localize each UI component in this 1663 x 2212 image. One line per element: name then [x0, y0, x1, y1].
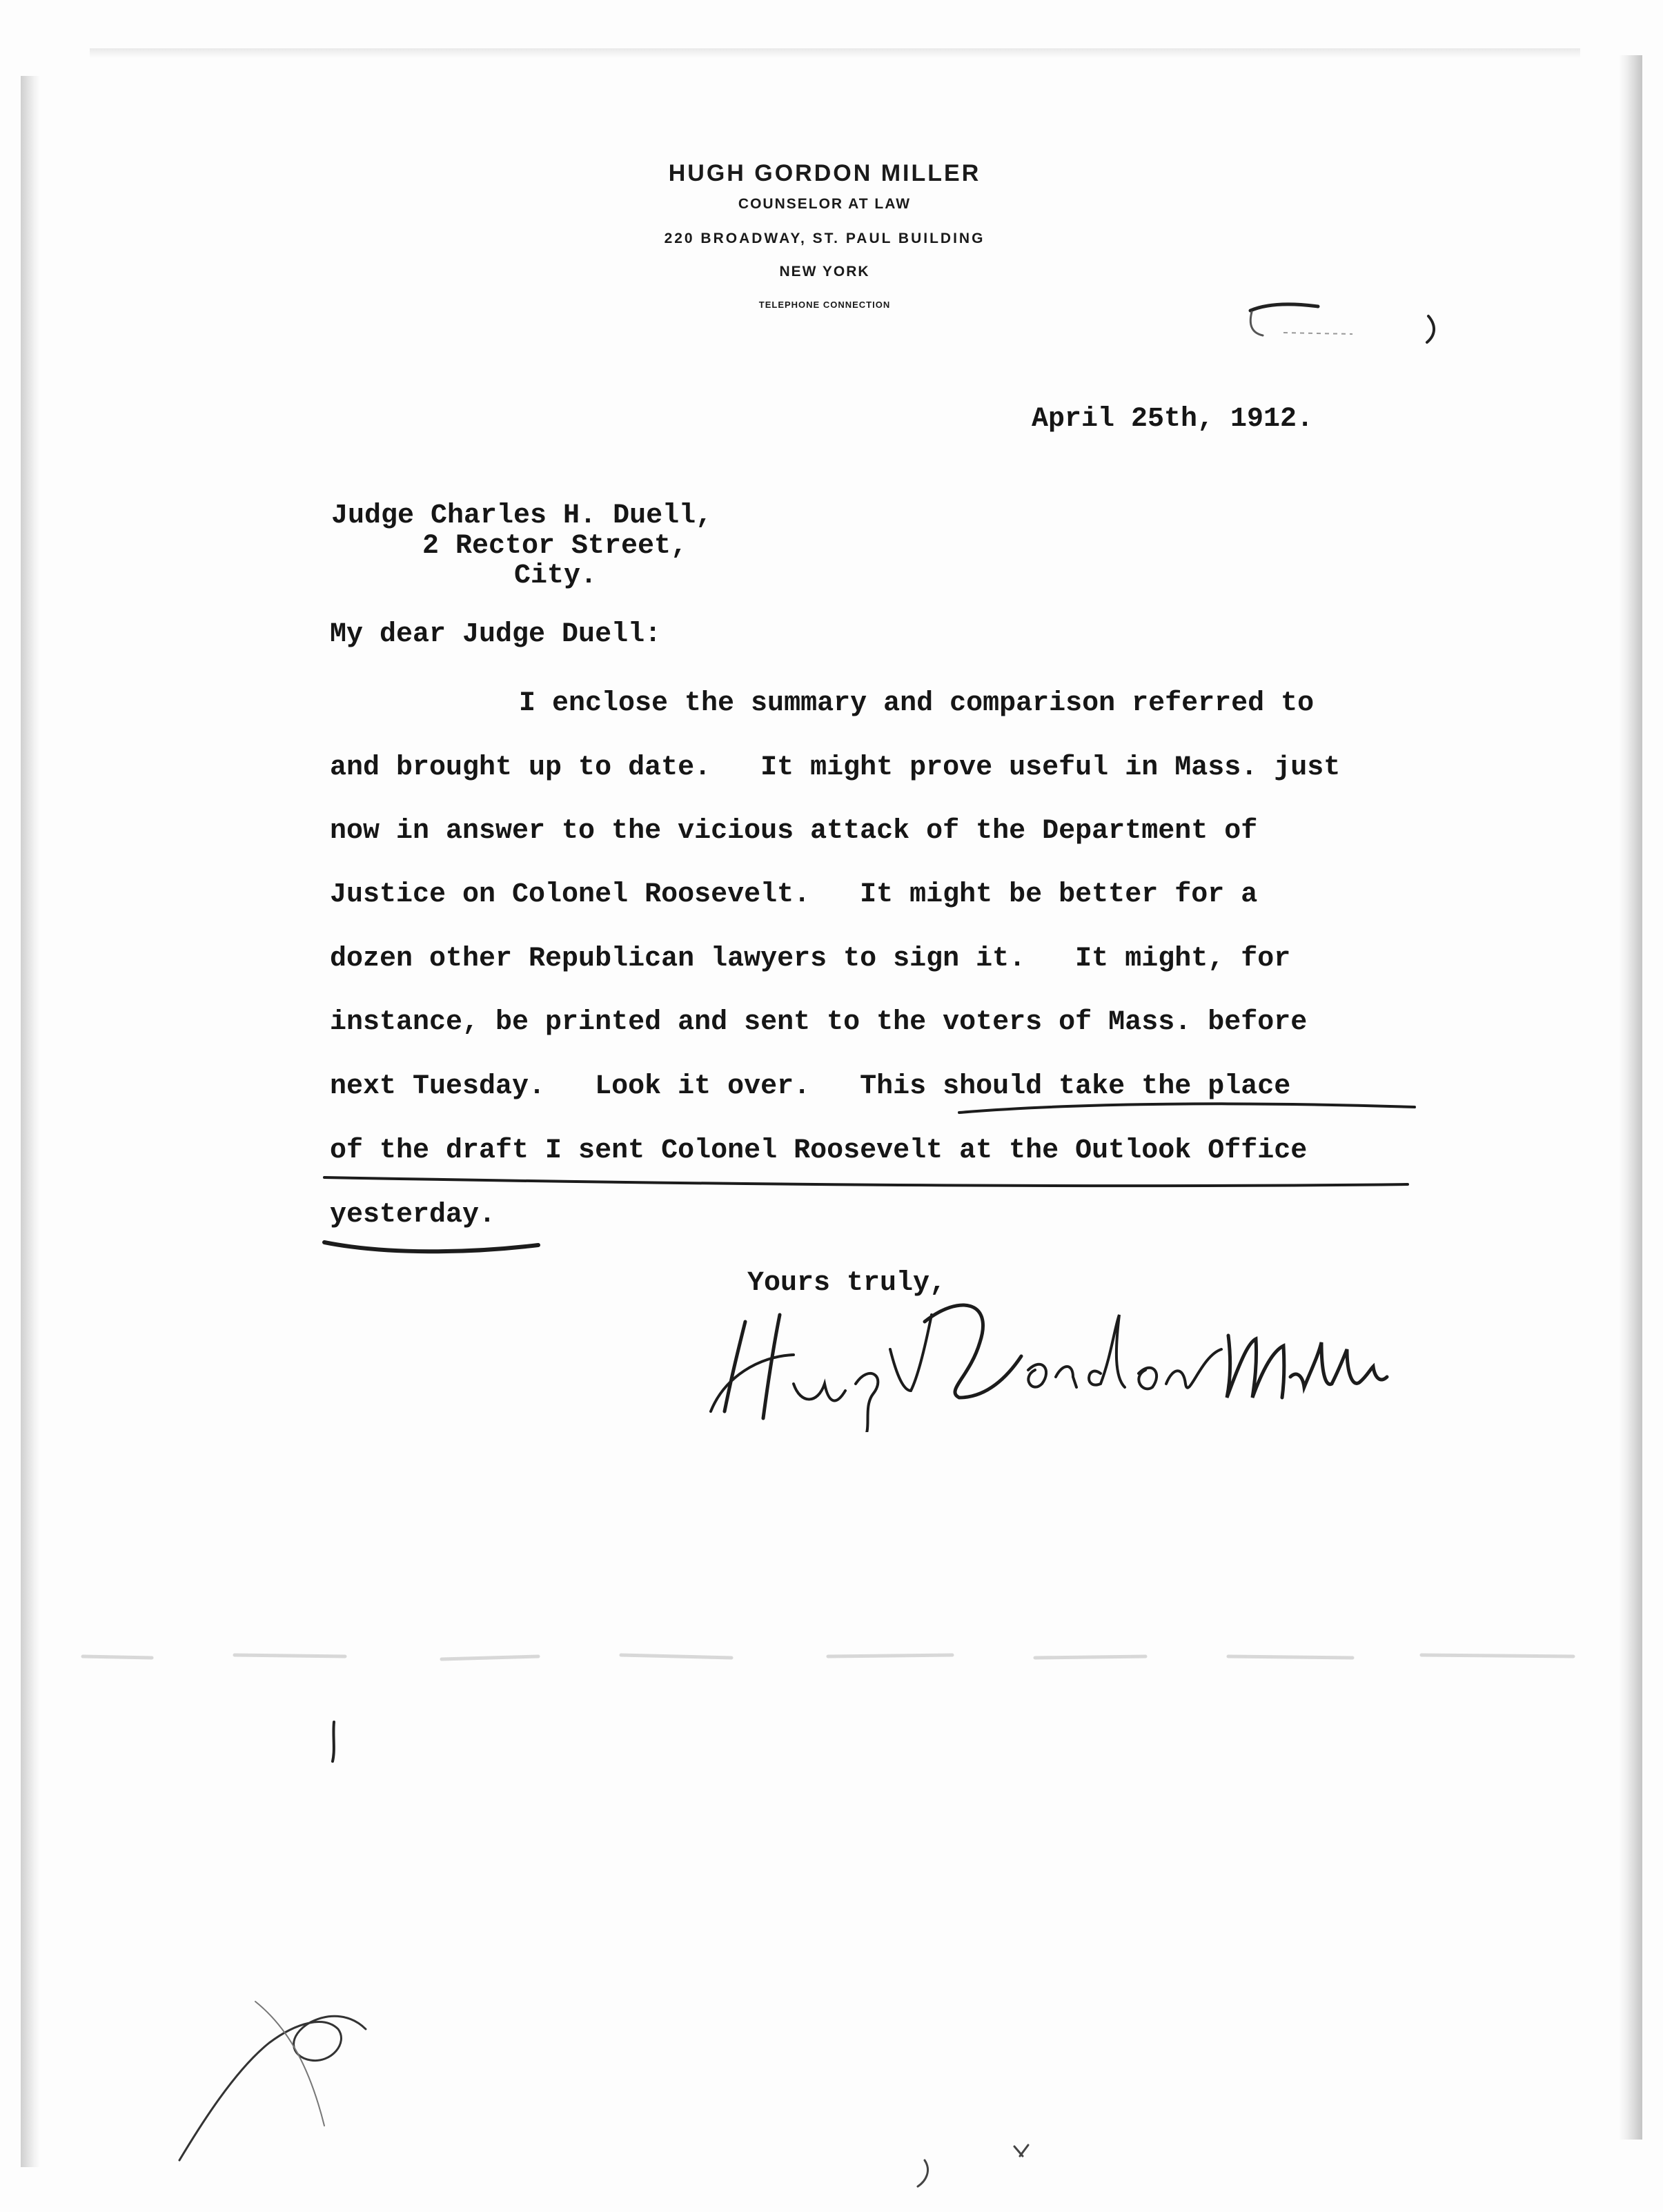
faint-bleedthrough-marks	[55, 1636, 1608, 1677]
body-line: instance, be printed and sent to the voters of Mass. before	[330, 1007, 1308, 1038]
recipient-name: Judge Charles H. Duell,	[331, 500, 713, 531]
letterhead-address: 220 BROADWAY, ST. PAUL BUILDING	[664, 231, 985, 246]
bottom-stray-marks	[897, 2133, 1104, 2195]
recipient-street: 2 Rector Street,	[422, 531, 688, 562]
signature	[697, 1273, 1394, 1432]
body-line: next Tuesday. Look it over. This should take the place	[330, 1071, 1291, 1102]
body-line: of the draft I sent Colonel Roosevelt at the Outlook Office	[330, 1135, 1308, 1166]
closing: Yours truly,	[747, 1268, 947, 1299]
letterhead-name: HUGH GORDON MILLER	[668, 160, 981, 186]
body-line: now in answer to the vicious attack of the Department of	[330, 816, 1258, 847]
stray-pen-mark	[324, 1719, 345, 1767]
recipient-city: City.	[514, 560, 598, 591]
body-line: dozen other Republican lawyers to sign it. It might, for	[330, 943, 1291, 975]
salutation: My dear Judge Duell:	[330, 619, 662, 650]
body-line: yesterday.	[330, 1200, 496, 1231]
body-line: Justice on Colonel Roosevelt. It might be better for a	[330, 879, 1258, 910]
body-line: I enclose the summary and comparison referred to	[519, 688, 1315, 719]
letter-date: April 25th, 1912.	[1032, 404, 1314, 435]
letterhead-phone: TELEPHONE CONNECTION	[758, 300, 891, 310]
underline-stroke	[959, 1104, 1415, 1113]
letterhead-title: COUNSELOR AT LAW	[738, 196, 912, 212]
underline-stroke	[324, 1242, 538, 1251]
underline-stroke	[324, 1177, 1408, 1186]
body-line: and brought up to date. It might prove useful in Mass. just	[330, 752, 1341, 783]
margin-scribble	[173, 1988, 449, 2167]
letterhead-city: NEW YORK	[779, 264, 870, 280]
